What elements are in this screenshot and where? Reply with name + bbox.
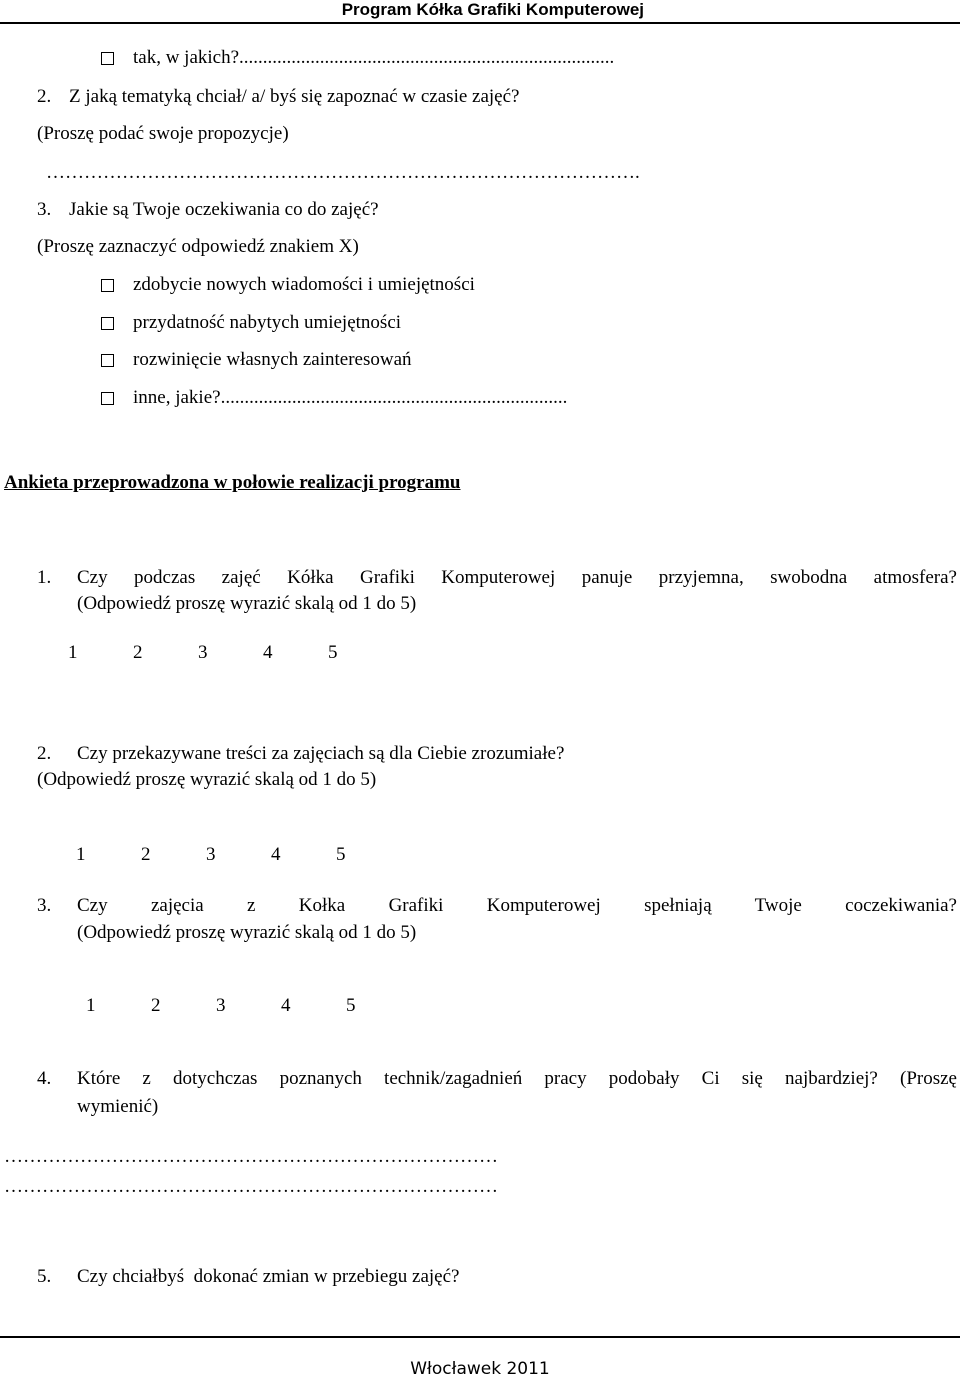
option-label: rozwinięcie własnych zainteresowań bbox=[133, 349, 412, 370]
scale-option[interactable]: 2 bbox=[133, 642, 143, 663]
scale-option[interactable]: 3 bbox=[206, 844, 216, 865]
s2-q1-text: Czy podczas zajęć Kółka Grafiki Komputerowej panuje przyjemna, swobodna atmosfera? bbox=[77, 567, 957, 588]
scale-option[interactable]: 3 bbox=[198, 642, 208, 663]
q3-option-2 bbox=[101, 312, 401, 334]
scale-option[interactable]: 5 bbox=[336, 844, 346, 865]
option-other-where bbox=[101, 47, 614, 69]
checkbox-icon[interactable] bbox=[101, 52, 114, 65]
scale-option[interactable]: 5 bbox=[346, 995, 356, 1016]
q2-answer-dots[interactable]: …………………………………………………………………………………. bbox=[46, 162, 640, 183]
scale-option[interactable]: 4 bbox=[281, 995, 291, 1016]
s2-q3-text: Czy zajęcia z Kołka Grafiki Komputerowej spełniają Twoje coczekiwania? bbox=[77, 895, 957, 916]
q3-option-4 bbox=[101, 387, 567, 409]
q3-number: 3. bbox=[37, 199, 52, 220]
s2-q4-answer-dots-1[interactable]: …………………………………………………………………… bbox=[4, 1146, 498, 1167]
s2-q3-hint: (Odpowiedź proszę wyrazić skalą od 1 do 5) bbox=[77, 922, 417, 943]
s2-q3-number: 3. bbox=[37, 895, 52, 916]
s2-q2-scale bbox=[76, 844, 401, 866]
checkbox-icon[interactable] bbox=[101, 279, 114, 292]
q3-option-3 bbox=[101, 349, 412, 371]
scale-option[interactable]: 4 bbox=[263, 642, 273, 663]
q3-text: Jakie są Twoje oczekiwania co do zajęć? bbox=[69, 199, 379, 220]
scale-option[interactable]: 4 bbox=[271, 844, 281, 865]
checkbox-icon[interactable] bbox=[101, 392, 114, 405]
section-title: Ankieta przeprowadzona w połowie realizacji programu bbox=[4, 472, 461, 493]
s2-q1-scale bbox=[68, 642, 393, 664]
s2-q4-answer-dots-2[interactable]: …………………………………………………………………… bbox=[4, 1176, 498, 1197]
scale-option[interactable]: 1 bbox=[68, 642, 78, 663]
q3-hint: (Proszę zaznaczyć odpowiedź znakiem X) bbox=[37, 236, 359, 257]
scale-option[interactable]: 2 bbox=[141, 844, 151, 865]
scale-option[interactable]: 1 bbox=[86, 995, 96, 1016]
checkbox-icon[interactable] bbox=[101, 317, 114, 330]
q2-text: Z jaką tematyką chciał/ a/ byś się zapoznać w czasie zajęć? bbox=[69, 86, 520, 107]
option-label: przydatność nabytych umiejętności bbox=[133, 312, 402, 333]
s2-q1-hint: (Odpowiedź proszę wyrazić skalą od 1 do 5) bbox=[77, 593, 417, 614]
page-header bbox=[0, 0, 960, 24]
scale-option[interactable]: 5 bbox=[328, 642, 338, 663]
option-label: inne, jakie?......................................................................... bbox=[133, 387, 568, 408]
s2-q5-number: 5. bbox=[37, 1266, 52, 1287]
scale-option[interactable]: 2 bbox=[151, 995, 161, 1016]
s2-q1-number: 1. bbox=[37, 567, 52, 588]
footer-text: Włocławek 2011 bbox=[410, 1359, 550, 1379]
s2-q3-scale bbox=[86, 995, 411, 1017]
footer-divider bbox=[0, 1336, 960, 1338]
s2-q2-text: Czy przekazywane treści za zajęciach są dla Ciebie zrozumiałe? bbox=[77, 743, 565, 764]
s2-q2-hint: (Odpowiedź proszę wyrazić skalą od 1 do 5) bbox=[37, 769, 377, 790]
s2-q4-number: 4. bbox=[37, 1068, 52, 1089]
s2-q4-text-line1: Które z dotychczas poznanych technik/zagadnień pracy podobały Ci się najbardziej? (Proszę bbox=[77, 1068, 957, 1089]
checkbox-icon[interactable] bbox=[101, 354, 114, 367]
scale-option[interactable]: 1 bbox=[76, 844, 86, 865]
q3-option-1 bbox=[101, 274, 475, 296]
scale-option[interactable]: 3 bbox=[216, 995, 226, 1016]
s2-q5-text: Czy chciałbyś dokonać zmian w przebiegu zajęć? bbox=[77, 1266, 460, 1287]
s2-q4-text-line2: wymienić) bbox=[77, 1096, 159, 1117]
header-title: Program Kółka Grafiki Komputerowej bbox=[341, 0, 644, 19]
s2-q2-number: 2. bbox=[37, 743, 52, 764]
option-label: tak, w jakich?............................................................................... bbox=[133, 47, 615, 68]
q2-hint: (Proszę podać swoje propozycje) bbox=[37, 123, 289, 144]
q2-number: 2. bbox=[37, 86, 52, 107]
option-label: zdobycie nowych wiadomości i umiejętności bbox=[133, 274, 475, 295]
